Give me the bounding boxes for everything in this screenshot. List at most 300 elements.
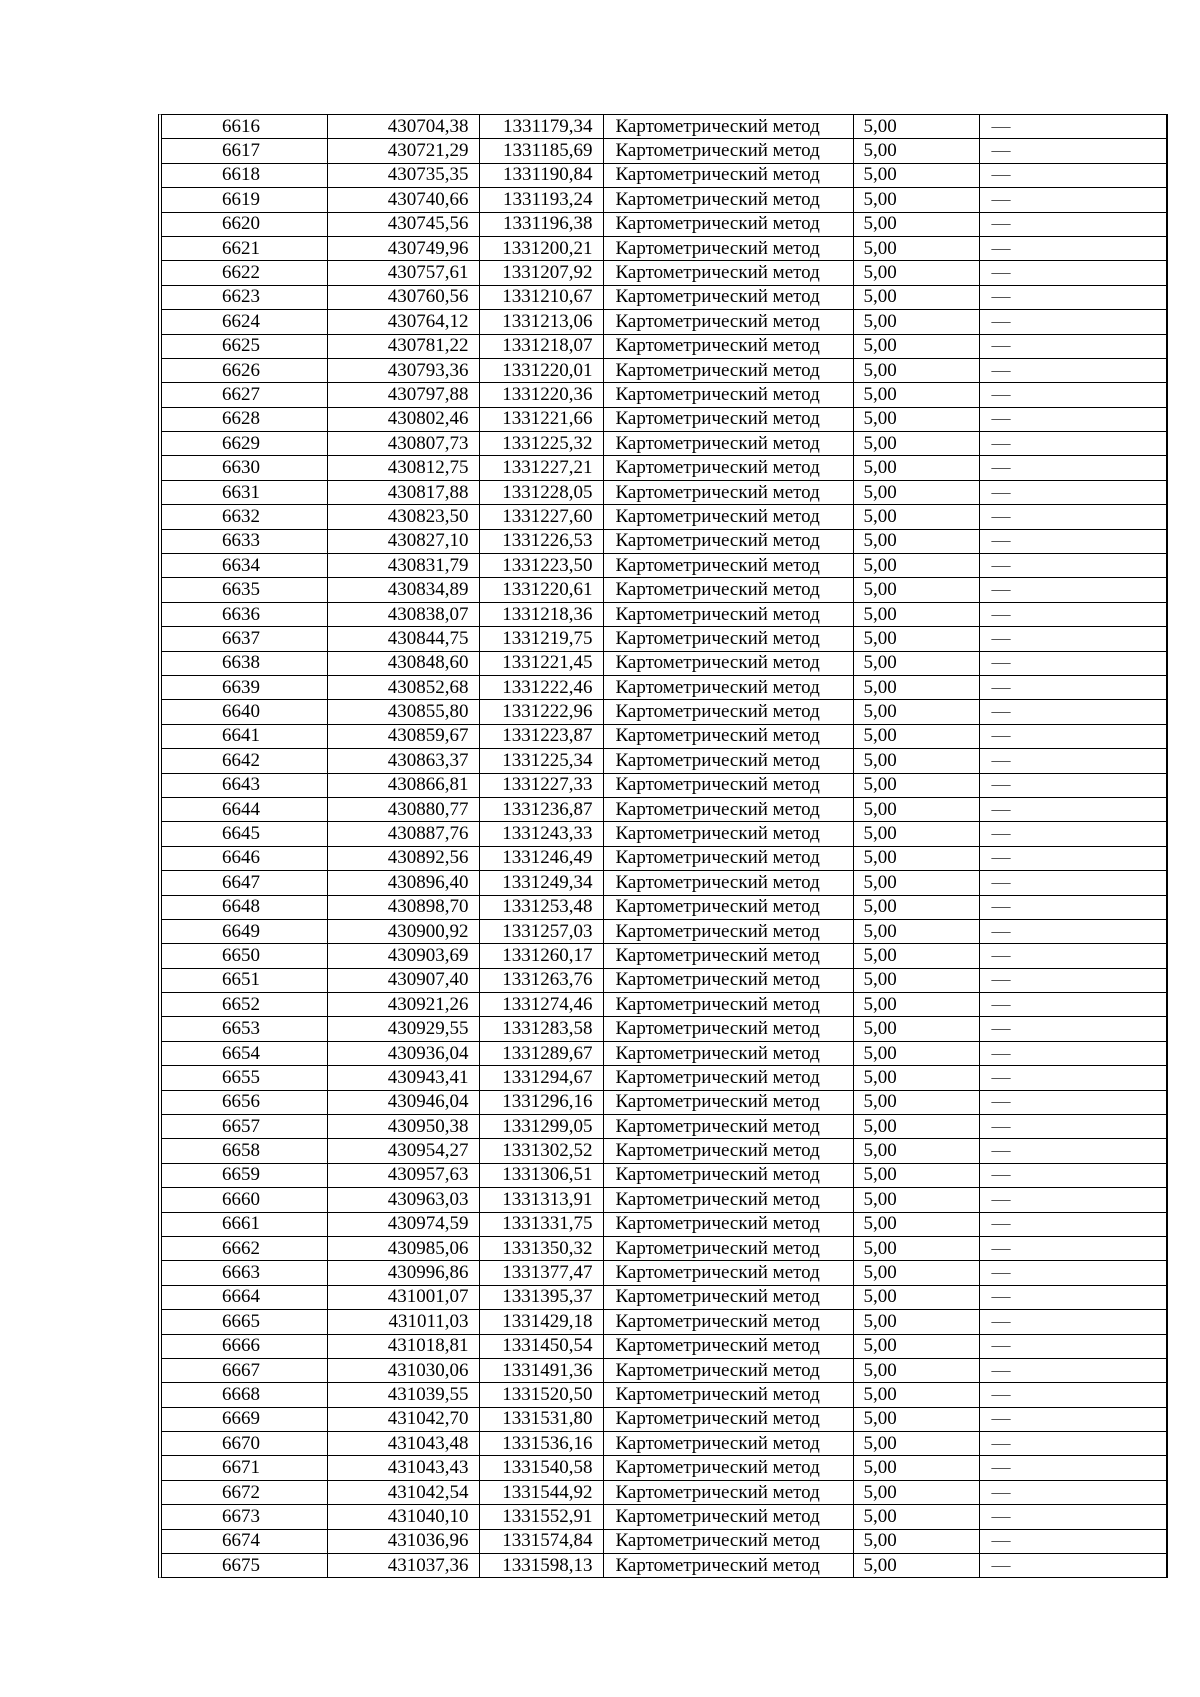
- table-body: [162, 115, 1166, 1577]
- point-number-cell: 6638: [162, 651, 327, 675]
- accuracy-cell: 5,00: [853, 310, 979, 334]
- method-cell: Картометрический метод: [603, 1188, 853, 1212]
- table-row: [162, 456, 1166, 480]
- method-cell: Картометрический метод: [603, 968, 853, 992]
- point-number-cell: 6618: [162, 163, 327, 187]
- accuracy-cell: 5,00: [853, 334, 979, 358]
- table-row: [162, 871, 1166, 895]
- accuracy-cell: 5,00: [853, 846, 979, 870]
- note-cell: —: [979, 700, 1166, 724]
- table-row: [162, 578, 1166, 602]
- note-cell: —: [979, 456, 1166, 480]
- table-row: [162, 1529, 1166, 1553]
- y-coordinate-cell: 1331283,58: [479, 1017, 603, 1041]
- note-cell: —: [979, 1432, 1166, 1456]
- point-number-cell: 6672: [162, 1480, 327, 1504]
- table-row: [162, 627, 1166, 651]
- point-number-cell: 6660: [162, 1188, 327, 1212]
- method-cell: Картометрический метод: [603, 1432, 853, 1456]
- note-cell: —: [979, 505, 1166, 529]
- point-number-cell: 6652: [162, 993, 327, 1017]
- x-coordinate-cell: 430921,26: [327, 993, 479, 1017]
- method-cell: Картометрический метод: [603, 1554, 853, 1578]
- x-coordinate-cell: 430831,79: [327, 554, 479, 578]
- note-cell: —: [979, 1017, 1166, 1041]
- note-cell: —: [979, 773, 1166, 797]
- table-row: [162, 1505, 1166, 1529]
- y-coordinate-cell: 1331220,01: [479, 358, 603, 382]
- table-row: [162, 1261, 1166, 1285]
- method-cell: Картометрический метод: [603, 1090, 853, 1114]
- note-cell: —: [979, 627, 1166, 651]
- x-coordinate-cell: 430823,50: [327, 505, 479, 529]
- note-cell: —: [979, 675, 1166, 699]
- table-row: [162, 1188, 1166, 1212]
- accuracy-cell: 5,00: [853, 407, 979, 431]
- y-coordinate-cell: 1331302,52: [479, 1139, 603, 1163]
- note-cell: —: [979, 1212, 1166, 1236]
- note-cell: —: [979, 1456, 1166, 1480]
- method-cell: Картометрический метод: [603, 895, 853, 919]
- point-number-cell: 6621: [162, 236, 327, 260]
- accuracy-cell: 5,00: [853, 163, 979, 187]
- method-cell: Картометрический метод: [603, 1285, 853, 1309]
- point-number-cell: 6644: [162, 797, 327, 821]
- x-coordinate-cell: 430898,70: [327, 895, 479, 919]
- table-row: [162, 383, 1166, 407]
- y-coordinate-cell: 1331249,34: [479, 871, 603, 895]
- note-cell: —: [979, 1310, 1166, 1334]
- table-row: [162, 1456, 1166, 1480]
- note-cell: —: [979, 1139, 1166, 1163]
- table-row: [162, 1480, 1166, 1504]
- note-cell: —: [979, 602, 1166, 626]
- accuracy-cell: 5,00: [853, 1480, 979, 1504]
- x-coordinate-cell: 430827,10: [327, 529, 479, 553]
- table-row: [162, 773, 1166, 797]
- method-cell: Картометрический метод: [603, 1017, 853, 1041]
- note-cell: —: [979, 797, 1166, 821]
- note-cell: —: [979, 968, 1166, 992]
- y-coordinate-cell: 1331257,03: [479, 919, 603, 943]
- y-coordinate-cell: 1331190,84: [479, 163, 603, 187]
- table-row: [162, 675, 1166, 699]
- point-number-cell: 6616: [162, 115, 327, 139]
- point-number-cell: 6624: [162, 310, 327, 334]
- table-row: [162, 212, 1166, 236]
- y-coordinate-cell: 1331429,18: [479, 1310, 603, 1334]
- note-cell: —: [979, 212, 1166, 236]
- point-number-cell: 6620: [162, 212, 327, 236]
- method-cell: Картометрический метод: [603, 578, 853, 602]
- table-row: [162, 1115, 1166, 1139]
- point-number-cell: 6651: [162, 968, 327, 992]
- note-cell: —: [979, 529, 1166, 553]
- table-row: [162, 797, 1166, 821]
- table-row: [162, 163, 1166, 187]
- x-coordinate-cell: 430887,76: [327, 822, 479, 846]
- accuracy-cell: 5,00: [853, 822, 979, 846]
- method-cell: Картометрический метод: [603, 407, 853, 431]
- x-coordinate-cell: 431040,10: [327, 1505, 479, 1529]
- point-number-cell: 6646: [162, 846, 327, 870]
- accuracy-cell: 5,00: [853, 919, 979, 943]
- point-number-cell: 6654: [162, 1041, 327, 1065]
- accuracy-cell: 5,00: [853, 773, 979, 797]
- note-cell: —: [979, 1358, 1166, 1382]
- method-cell: Картометрический метод: [603, 1139, 853, 1163]
- x-coordinate-cell: 430974,59: [327, 1212, 479, 1236]
- point-number-cell: 6669: [162, 1407, 327, 1431]
- accuracy-cell: 5,00: [853, 1041, 979, 1065]
- x-coordinate-cell: 431018,81: [327, 1334, 479, 1358]
- point-number-cell: 6665: [162, 1310, 327, 1334]
- point-number-cell: 6628: [162, 407, 327, 431]
- method-cell: Картометрический метод: [603, 700, 853, 724]
- x-coordinate-cell: 430807,73: [327, 432, 479, 456]
- point-number-cell: 6663: [162, 1261, 327, 1285]
- accuracy-cell: 5,00: [853, 236, 979, 260]
- point-number-cell: 6662: [162, 1236, 327, 1260]
- method-cell: Картометрический метод: [603, 1334, 853, 1358]
- table-row: [162, 1310, 1166, 1334]
- note-cell: —: [979, 358, 1166, 382]
- method-cell: Картометрический метод: [603, 1115, 853, 1139]
- accuracy-cell: 5,00: [853, 432, 979, 456]
- note-cell: —: [979, 919, 1166, 943]
- x-coordinate-cell: 431001,07: [327, 1285, 479, 1309]
- table-row: [162, 968, 1166, 992]
- x-coordinate-cell: 431011,03: [327, 1310, 479, 1334]
- point-number-cell: 6635: [162, 578, 327, 602]
- accuracy-cell: 5,00: [853, 1236, 979, 1260]
- y-coordinate-cell: 1331236,87: [479, 797, 603, 821]
- x-coordinate-cell: 430896,40: [327, 871, 479, 895]
- accuracy-cell: 5,00: [853, 1554, 979, 1578]
- x-coordinate-cell: 430855,80: [327, 700, 479, 724]
- table-row: [162, 432, 1166, 456]
- x-coordinate-cell: 430834,89: [327, 578, 479, 602]
- accuracy-cell: 5,00: [853, 1456, 979, 1480]
- note-cell: —: [979, 871, 1166, 895]
- y-coordinate-cell: 1331225,32: [479, 432, 603, 456]
- note-cell: —: [979, 115, 1166, 139]
- method-cell: Картометрический метод: [603, 1066, 853, 1090]
- accuracy-cell: 5,00: [853, 1139, 979, 1163]
- point-number-cell: 6658: [162, 1139, 327, 1163]
- accuracy-cell: 5,00: [853, 1285, 979, 1309]
- note-cell: —: [979, 1480, 1166, 1504]
- y-coordinate-cell: 1331243,33: [479, 822, 603, 846]
- point-number-cell: 6649: [162, 919, 327, 943]
- x-coordinate-cell: 430844,75: [327, 627, 479, 651]
- y-coordinate-cell: 1331218,36: [479, 602, 603, 626]
- note-cell: —: [979, 432, 1166, 456]
- method-cell: Картометрический метод: [603, 139, 853, 163]
- table-row: [162, 407, 1166, 431]
- point-number-cell: 6636: [162, 602, 327, 626]
- note-cell: —: [979, 480, 1166, 504]
- point-number-cell: 6648: [162, 895, 327, 919]
- table-row: [162, 651, 1166, 675]
- x-coordinate-cell: 430950,38: [327, 1115, 479, 1139]
- x-coordinate-cell: 430866,81: [327, 773, 479, 797]
- accuracy-cell: 5,00: [853, 749, 979, 773]
- table-row: [162, 310, 1166, 334]
- note-cell: —: [979, 1163, 1166, 1187]
- x-coordinate-cell: 430863,37: [327, 749, 479, 773]
- note-cell: —: [979, 310, 1166, 334]
- point-number-cell: 6673: [162, 1505, 327, 1529]
- method-cell: Картометрический метод: [603, 1163, 853, 1187]
- x-coordinate-cell: 430963,03: [327, 1188, 479, 1212]
- table-row: [162, 895, 1166, 919]
- table-row: [162, 1139, 1166, 1163]
- point-number-cell: 6617: [162, 139, 327, 163]
- accuracy-cell: 5,00: [853, 1261, 979, 1285]
- table-row: [162, 261, 1166, 285]
- note-cell: —: [979, 163, 1166, 187]
- note-cell: —: [979, 554, 1166, 578]
- y-coordinate-cell: 1331520,50: [479, 1383, 603, 1407]
- accuracy-cell: 5,00: [853, 602, 979, 626]
- point-number-cell: 6650: [162, 944, 327, 968]
- accuracy-cell: 5,00: [853, 358, 979, 382]
- point-number-cell: 6629: [162, 432, 327, 456]
- table-row: [162, 846, 1166, 870]
- method-cell: Картометрический метод: [603, 993, 853, 1017]
- note-cell: —: [979, 944, 1166, 968]
- y-coordinate-cell: 1331450,54: [479, 1334, 603, 1358]
- y-coordinate-cell: 1331220,36: [479, 383, 603, 407]
- point-number-cell: 6639: [162, 675, 327, 699]
- accuracy-cell: 5,00: [853, 1529, 979, 1553]
- accuracy-cell: 5,00: [853, 993, 979, 1017]
- table-row: [162, 236, 1166, 260]
- accuracy-cell: 5,00: [853, 651, 979, 675]
- accuracy-cell: 5,00: [853, 285, 979, 309]
- point-number-cell: 6668: [162, 1383, 327, 1407]
- x-coordinate-cell: 430957,63: [327, 1163, 479, 1187]
- method-cell: Картометрический метод: [603, 627, 853, 651]
- x-coordinate-cell: 430985,06: [327, 1236, 479, 1260]
- accuracy-cell: 5,00: [853, 480, 979, 504]
- method-cell: Картометрический метод: [603, 944, 853, 968]
- accuracy-cell: 5,00: [853, 261, 979, 285]
- table-row: [162, 505, 1166, 529]
- y-coordinate-cell: 1331179,34: [479, 115, 603, 139]
- table-row: [162, 115, 1166, 139]
- point-number-cell: 6645: [162, 822, 327, 846]
- method-cell: Картометрический метод: [603, 602, 853, 626]
- table-row: [162, 700, 1166, 724]
- note-cell: —: [979, 1383, 1166, 1407]
- point-number-cell: 6623: [162, 285, 327, 309]
- method-cell: Картометрический метод: [603, 358, 853, 382]
- table-row: [162, 1236, 1166, 1260]
- method-cell: Картометрический метод: [603, 1505, 853, 1529]
- accuracy-cell: 5,00: [853, 1310, 979, 1334]
- table-row: [162, 1017, 1166, 1041]
- x-coordinate-cell: 430817,88: [327, 480, 479, 504]
- x-coordinate-cell: 430859,67: [327, 724, 479, 748]
- note-cell: —: [979, 1236, 1166, 1260]
- note-cell: —: [979, 895, 1166, 919]
- point-number-cell: 6655: [162, 1066, 327, 1090]
- accuracy-cell: 5,00: [853, 1090, 979, 1114]
- note-cell: —: [979, 1554, 1166, 1578]
- method-cell: Картометрический метод: [603, 1236, 853, 1260]
- y-coordinate-cell: 1331544,92: [479, 1480, 603, 1504]
- y-coordinate-cell: 1331306,51: [479, 1163, 603, 1187]
- y-coordinate-cell: 1331574,84: [479, 1529, 603, 1553]
- x-coordinate-cell: 430900,92: [327, 919, 479, 943]
- x-coordinate-cell: 430892,56: [327, 846, 479, 870]
- note-cell: —: [979, 1188, 1166, 1212]
- y-coordinate-cell: 1331552,91: [479, 1505, 603, 1529]
- point-number-cell: 6671: [162, 1456, 327, 1480]
- point-number-cell: 6659: [162, 1163, 327, 1187]
- x-coordinate-cell: 430903,69: [327, 944, 479, 968]
- x-coordinate-cell: 430740,66: [327, 188, 479, 212]
- note-cell: —: [979, 1407, 1166, 1431]
- note-cell: —: [979, 383, 1166, 407]
- x-coordinate-cell: 431042,70: [327, 1407, 479, 1431]
- method-cell: Картометрический метод: [603, 1358, 853, 1382]
- table-row: [162, 1041, 1166, 1065]
- point-number-cell: 6656: [162, 1090, 327, 1114]
- x-coordinate-cell: 431036,96: [327, 1529, 479, 1553]
- point-number-cell: 6631: [162, 480, 327, 504]
- y-coordinate-cell: 1331222,96: [479, 700, 603, 724]
- note-cell: —: [979, 334, 1166, 358]
- y-coordinate-cell: 1331296,16: [479, 1090, 603, 1114]
- y-coordinate-cell: 1331377,47: [479, 1261, 603, 1285]
- point-number-cell: 6633: [162, 529, 327, 553]
- accuracy-cell: 5,00: [853, 115, 979, 139]
- point-number-cell: 6640: [162, 700, 327, 724]
- note-cell: —: [979, 578, 1166, 602]
- method-cell: Картометрический метод: [603, 1310, 853, 1334]
- accuracy-cell: 5,00: [853, 627, 979, 651]
- table-row: [162, 1285, 1166, 1309]
- x-coordinate-cell: 431039,55: [327, 1383, 479, 1407]
- method-cell: Картометрический метод: [603, 383, 853, 407]
- x-coordinate-cell: 430745,56: [327, 212, 479, 236]
- accuracy-cell: 5,00: [853, 724, 979, 748]
- accuracy-cell: 5,00: [853, 578, 979, 602]
- table-row: [162, 1163, 1166, 1187]
- y-coordinate-cell: 1331540,58: [479, 1456, 603, 1480]
- y-coordinate-cell: 1331536,16: [479, 1432, 603, 1456]
- note-cell: —: [979, 1261, 1166, 1285]
- accuracy-cell: 5,00: [853, 1334, 979, 1358]
- method-cell: Картометрический метод: [603, 334, 853, 358]
- y-coordinate-cell: 1331299,05: [479, 1115, 603, 1139]
- x-coordinate-cell: 430880,77: [327, 797, 479, 821]
- table-row: [162, 1212, 1166, 1236]
- x-coordinate-cell: 430760,56: [327, 285, 479, 309]
- x-coordinate-cell: 430996,86: [327, 1261, 479, 1285]
- table-row: [162, 358, 1166, 382]
- method-cell: Картометрический метод: [603, 1261, 853, 1285]
- note-cell: —: [979, 1090, 1166, 1114]
- x-coordinate-cell: 431030,06: [327, 1358, 479, 1382]
- note-cell: —: [979, 1066, 1166, 1090]
- accuracy-cell: 5,00: [853, 1066, 979, 1090]
- method-cell: Картометрический метод: [603, 1529, 853, 1553]
- x-coordinate-cell: 431043,43: [327, 1456, 479, 1480]
- x-coordinate-cell: 430812,75: [327, 456, 479, 480]
- point-number-cell: 6664: [162, 1285, 327, 1309]
- note-cell: —: [979, 1505, 1166, 1529]
- x-coordinate-cell: 431042,54: [327, 1480, 479, 1504]
- method-cell: Картометрический метод: [603, 480, 853, 504]
- method-cell: Картометрический метод: [603, 651, 853, 675]
- x-coordinate-cell: 430757,61: [327, 261, 479, 285]
- method-cell: Картометрический метод: [603, 1480, 853, 1504]
- y-coordinate-cell: 1331219,75: [479, 627, 603, 651]
- y-coordinate-cell: 1331289,67: [479, 1041, 603, 1065]
- accuracy-cell: 5,00: [853, 1432, 979, 1456]
- x-coordinate-cell: 430704,38: [327, 115, 479, 139]
- accuracy-cell: 5,00: [853, 188, 979, 212]
- table-row: [162, 554, 1166, 578]
- method-cell: Картометрический метод: [603, 1212, 853, 1236]
- accuracy-cell: 5,00: [853, 383, 979, 407]
- coordinates-table-frame: [158, 114, 1168, 1578]
- note-cell: —: [979, 285, 1166, 309]
- accuracy-cell: 5,00: [853, 1383, 979, 1407]
- method-cell: Картометрический метод: [603, 871, 853, 895]
- x-coordinate-cell: 430954,27: [327, 1139, 479, 1163]
- table-row: [162, 1407, 1166, 1431]
- y-coordinate-cell: 1331213,06: [479, 310, 603, 334]
- y-coordinate-cell: 1331331,75: [479, 1212, 603, 1236]
- y-coordinate-cell: 1331223,50: [479, 554, 603, 578]
- note-cell: —: [979, 651, 1166, 675]
- x-coordinate-cell: 430793,36: [327, 358, 479, 382]
- point-number-cell: 6653: [162, 1017, 327, 1041]
- table-row: [162, 188, 1166, 212]
- accuracy-cell: 5,00: [853, 456, 979, 480]
- method-cell: Картометрический метод: [603, 1407, 853, 1431]
- x-coordinate-cell: 431037,36: [327, 1554, 479, 1578]
- method-cell: Картометрический метод: [603, 1456, 853, 1480]
- table-row: [162, 993, 1166, 1017]
- y-coordinate-cell: 1331491,36: [479, 1358, 603, 1382]
- x-coordinate-cell: 430838,07: [327, 602, 479, 626]
- point-number-cell: 6625: [162, 334, 327, 358]
- method-cell: Картометрический метод: [603, 749, 853, 773]
- point-number-cell: 6670: [162, 1432, 327, 1456]
- point-number-cell: 6647: [162, 871, 327, 895]
- x-coordinate-cell: 430721,29: [327, 139, 479, 163]
- accuracy-cell: 5,00: [853, 1188, 979, 1212]
- method-cell: Картометрический метод: [603, 797, 853, 821]
- y-coordinate-cell: 1331218,07: [479, 334, 603, 358]
- point-number-cell: 6643: [162, 773, 327, 797]
- table-row: [162, 1383, 1166, 1407]
- table-row: [162, 1554, 1166, 1578]
- note-cell: —: [979, 1285, 1166, 1309]
- point-number-cell: 6634: [162, 554, 327, 578]
- x-coordinate-cell: 430848,60: [327, 651, 479, 675]
- accuracy-cell: 5,00: [853, 554, 979, 578]
- point-number-cell: 6622: [162, 261, 327, 285]
- table-row: [162, 822, 1166, 846]
- method-cell: Картометрический метод: [603, 505, 853, 529]
